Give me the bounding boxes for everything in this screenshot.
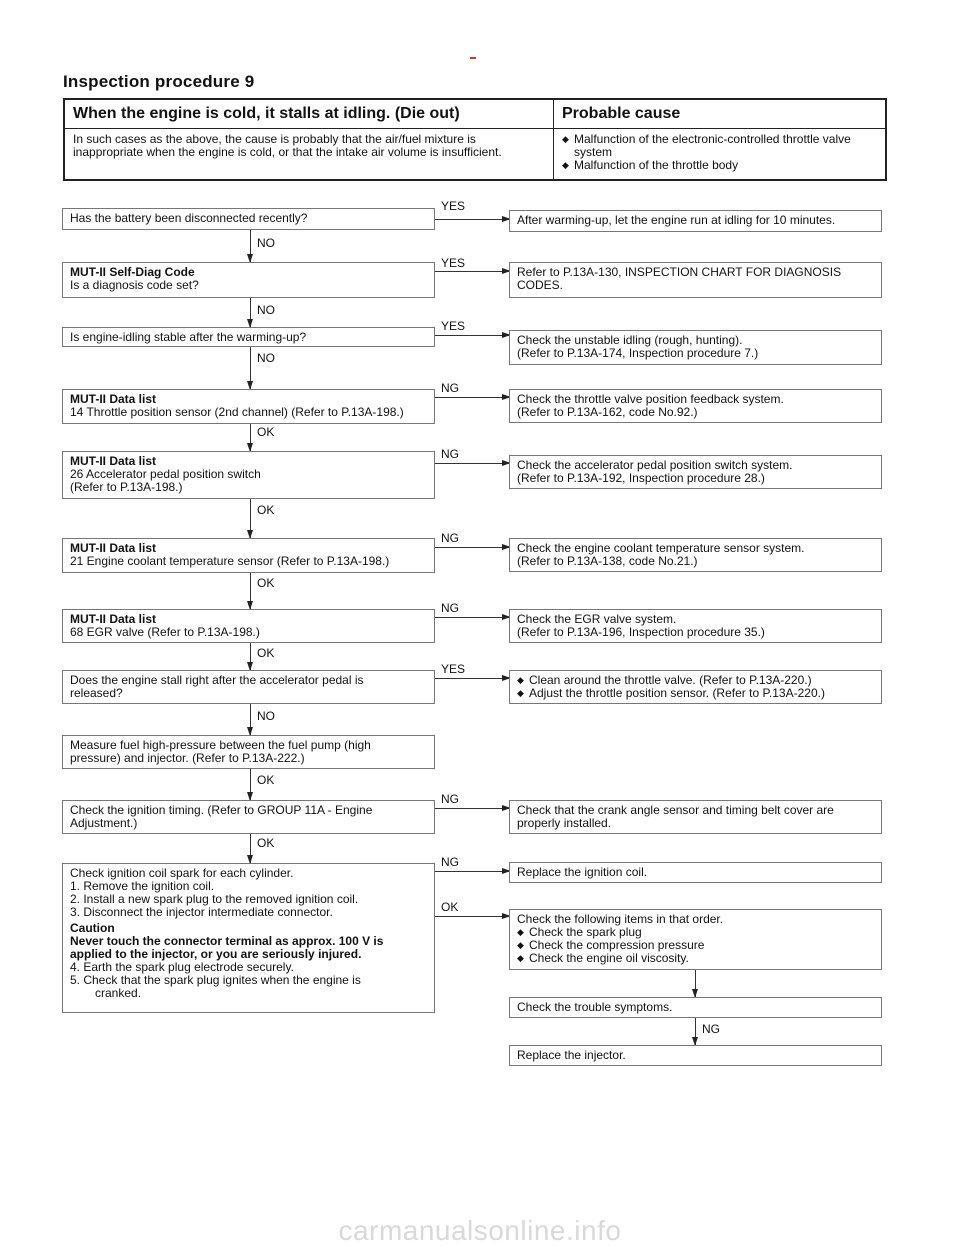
watermark: carmanualsonline.info <box>338 1215 622 1246</box>
result-text: Check the engine coolant temperature sensor system. <box>517 541 805 555</box>
step-text: 14 Throttle position sensor (2nd channel) (Refer to P.13A-198.) <box>70 405 404 419</box>
result-item: ◆ Check the spark plug <box>517 926 874 939</box>
step-text: 5. Check that the spark plug ignites when the engine is <box>70 973 361 987</box>
page-title: Inspection procedure 9 <box>63 72 255 91</box>
step-coolant-temp-sensor <box>62 538 435 573</box>
step-heading: MUT-II Self-Diag Code <box>70 265 195 279</box>
result-text: (Refer to P.13A-174, Inspection procedure 7.) <box>517 346 759 360</box>
step-idling-stable <box>62 327 435 347</box>
result-text: Check the following items in that order. <box>517 912 724 926</box>
cause-item: ◆ Malfunction of the electronic-controlled throttle valve system <box>562 133 877 159</box>
result-egr-valve <box>509 609 882 643</box>
step-ignition-timing <box>62 800 435 834</box>
header-mark <box>470 57 476 59</box>
symptom-header: When the engine is cold, it stalls at idling. (Die out) <box>64 99 554 129</box>
arrow-right <box>435 808 510 809</box>
label-ng: NG <box>441 855 459 869</box>
step-ignition-coil-spark <box>62 863 435 1013</box>
result-text: Check the EGR valve system. <box>517 612 677 626</box>
label-yes: YES <box>441 319 466 333</box>
step-fuel-pressure <box>62 735 435 769</box>
arrow-down <box>250 230 251 262</box>
step-text: 2. Install a new spark plug to the removed ignition coil. <box>70 892 359 906</box>
probable-cause-list <box>554 129 887 181</box>
arrow-down <box>250 424 251 451</box>
result-text: (Refer to P.13A-162, code No.92.) <box>517 405 698 419</box>
arrow-down <box>250 298 251 327</box>
result-item: ◆ Clean around the throttle valve. (Refer to P.13A-220.) <box>517 674 874 687</box>
step-text: Has the battery been disconnected recently? <box>70 211 308 225</box>
step-text: 68 EGR valve (Refer to P.13A-198.) <box>70 625 260 639</box>
step-text: Is a diagnosis code set? <box>70 278 199 292</box>
result-replace-coil <box>509 862 882 883</box>
caution-text: Never touch the connector terminal as approx. 100 V is <box>70 934 384 948</box>
arrow-right <box>435 463 510 464</box>
label-ok: OK <box>257 425 275 439</box>
step-text: Measure fuel high-pressure between the fuel pump (high <box>70 738 371 752</box>
arrow-right <box>435 678 510 679</box>
step-heading: MUT-II Data list <box>70 454 157 468</box>
symptom-table <box>63 98 887 181</box>
step-egr-valve <box>62 609 435 643</box>
step-text: 26 Accelerator pedal position switch <box>70 467 261 481</box>
result-item: ◆ Adjust the throttle position sensor. (Refer to P.13A-220.) <box>517 687 874 700</box>
label-no: NO <box>257 709 275 723</box>
arrow-down <box>250 769 251 800</box>
symptom-description: In such cases as the above, the cause is probably that the air/fuel mixture is inappropriate when the engine is cold, or that the intake air volume is insufficient. <box>64 129 554 181</box>
arrow-right <box>435 547 510 548</box>
step-heading: MUT-II Data list <box>70 392 157 406</box>
step-heading: MUT-II Data list <box>70 541 157 555</box>
step-battery-disconnected <box>62 208 435 230</box>
result-text: Check the unstable idling (rough, hunting). <box>517 333 743 347</box>
arrow-down <box>250 347 251 389</box>
step-text: cranked. <box>95 986 142 1000</box>
arrow-right <box>435 617 510 618</box>
caution-text: applied to the injector, or you are seriously injured. <box>70 947 362 961</box>
step-text: Adjustment.) <box>70 816 138 830</box>
result-text: Check that the crank angle sensor and timing belt cover are <box>517 803 834 817</box>
step-text: Check the ignition timing. (Refer to GROUP 11A - Engine <box>70 803 373 817</box>
step-text: Does the engine stall right after the accelerator pedal is <box>70 673 364 687</box>
result-throttle-clean-adjust <box>509 670 882 704</box>
probable-cause-header: Probable cause <box>554 99 887 129</box>
step-text: (Refer to P.13A-198.) <box>70 480 183 494</box>
result-trouble-symptoms <box>509 997 882 1018</box>
arrow-down <box>695 1018 696 1045</box>
result-text: Check the trouble symptoms. <box>517 1000 673 1014</box>
label-ng: NG <box>441 531 459 545</box>
label-no: NO <box>257 236 275 250</box>
result-text: Check the accelerator pedal position switch system. <box>517 458 793 472</box>
step-text: 4. Earth the spark plug electrode securely. <box>70 960 294 974</box>
result-text: Check the throttle valve position feedback system. <box>517 392 784 406</box>
label-yes: YES <box>441 256 466 270</box>
result-unstable-idling <box>509 330 882 365</box>
label-ng: NG <box>441 381 459 395</box>
arrow-down <box>250 573 251 609</box>
result-text: properly installed. <box>517 816 612 830</box>
step-text: pressure) and injector. (Refer to P.13A-222.) <box>70 751 305 765</box>
arrow-right <box>435 916 510 917</box>
label-yes: YES <box>441 199 466 213</box>
step-heading: MUT-II Data list <box>70 612 157 626</box>
label-ok: OK <box>257 646 275 660</box>
label-yes: YES <box>441 662 466 676</box>
result-replace-injector <box>509 1045 882 1066</box>
arrow-right <box>435 871 510 872</box>
arrow-down <box>695 970 696 997</box>
arrow-down <box>250 499 251 538</box>
result-accelerator-switch <box>509 455 882 489</box>
arrow-right <box>435 335 510 336</box>
result-text: (Refer to P.13A-192, Inspection procedure 28.) <box>517 471 765 485</box>
label-ok: OK <box>441 900 459 914</box>
label-ok: OK <box>257 836 275 850</box>
label-ng: NG <box>441 601 459 615</box>
arrow-down <box>250 704 251 735</box>
label-no: NO <box>257 351 275 365</box>
result-text: Refer to P.13A-130, INSPECTION CHART FOR DIAGNOSIS <box>517 265 842 279</box>
result-text: Replace the ignition coil. <box>517 865 648 879</box>
result-text: (Refer to P.13A-138, code No.21.) <box>517 554 698 568</box>
result-coolant-temp <box>509 538 882 572</box>
arrow-right <box>435 271 510 272</box>
result-item: ◆ Check the compression pressure <box>517 939 874 952</box>
result-throttle-feedback <box>509 389 882 423</box>
arrow-right <box>435 219 510 220</box>
result-warm-up <box>509 210 882 232</box>
label-ok: OK <box>257 576 275 590</box>
label-ok: OK <box>257 503 275 517</box>
caution-title: Caution <box>70 921 115 935</box>
result-check-items <box>509 909 882 970</box>
result-crank-sensor <box>509 800 882 834</box>
result-text: After warming-up, let the engine run at idling for 10 minutes. <box>517 213 836 227</box>
result-text: Replace the injector. <box>517 1048 626 1062</box>
result-item: ◆ Check the engine oil viscosity. <box>517 952 874 965</box>
label-ng: NG <box>441 792 459 806</box>
arrow-right <box>435 397 510 398</box>
step-self-diag-code <box>62 262 435 298</box>
step-text: Is engine-idling stable after the warming-up? <box>70 330 307 344</box>
label-ng: NG <box>441 447 459 461</box>
label-ok: OK <box>257 773 275 787</box>
label-ng: NG <box>702 1022 720 1036</box>
label-no: NO <box>257 303 275 317</box>
step-accelerator-switch <box>62 451 435 499</box>
step-stall-after-release <box>62 670 435 704</box>
step-throttle-position-sensor <box>62 389 435 424</box>
step-text: released? <box>70 686 123 700</box>
arrow-down <box>250 643 251 670</box>
result-diag-chart <box>509 262 882 298</box>
step-text: 1. Remove the ignition coil. <box>70 879 215 893</box>
step-text: 21 Engine coolant temperature sensor (Refer to P.13A-198.) <box>70 554 390 568</box>
step-text: 3. Disconnect the injector intermediate connector. <box>70 905 333 919</box>
result-text: CODES. <box>517 278 564 292</box>
step-text: Check ignition coil spark for each cylinder. <box>70 866 294 880</box>
arrow-down <box>250 834 251 863</box>
cause-item: ◆ Malfunction of the throttle body <box>562 159 877 172</box>
result-text: (Refer to P.13A-196, Inspection procedure 35.) <box>517 625 765 639</box>
